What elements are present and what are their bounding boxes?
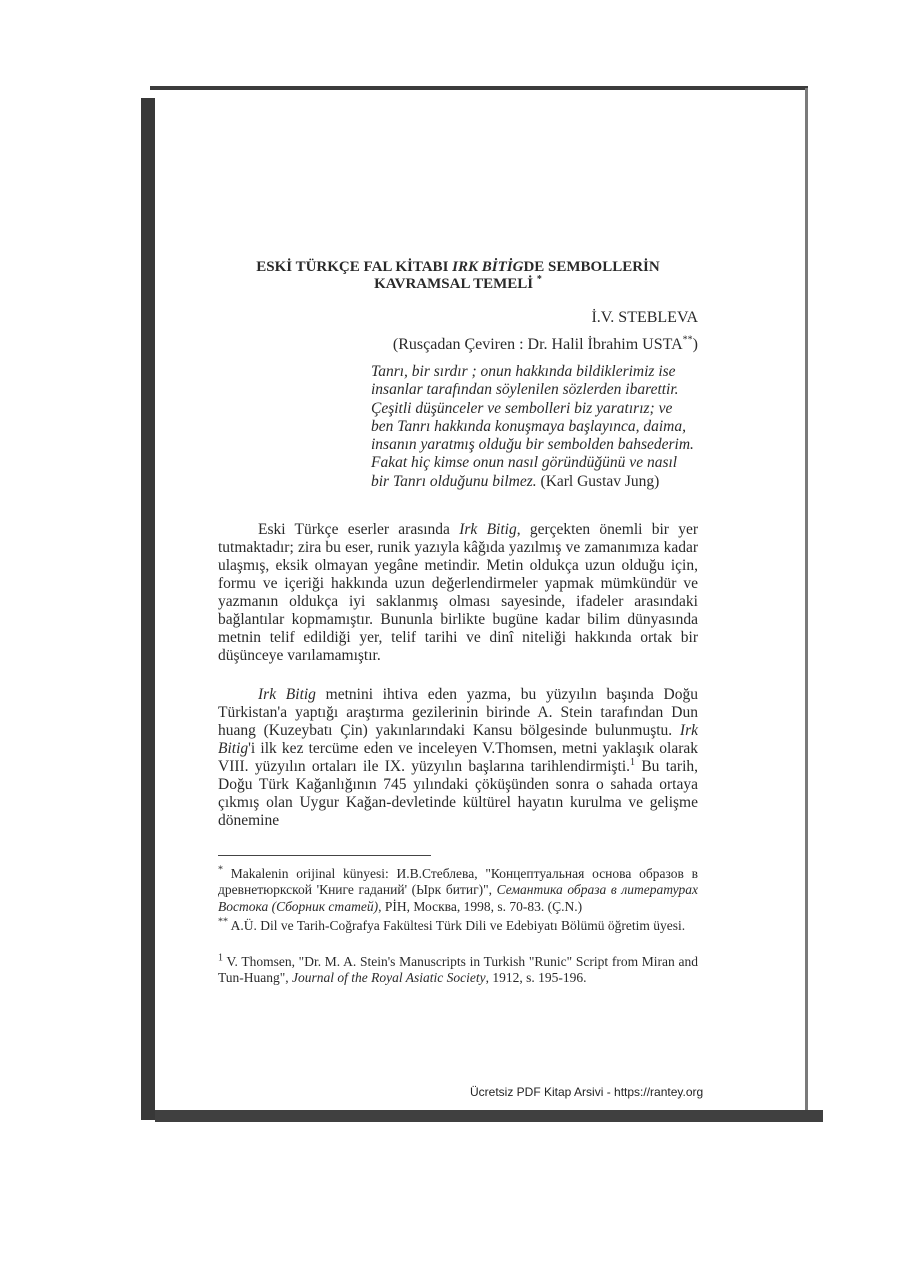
article-title — [218, 259, 698, 293]
source-credit: Ücretsiz PDF Kitap Arsivi - https://rantey.org — [470, 1085, 704, 1099]
author-name: İ.V. STEBLEVA — [591, 309, 698, 326]
scan-edge-top — [150, 86, 808, 90]
paragraph-1: Eski Türkçe eserler arasında Irk Bitig, gerçekten önemli bir yer tutmaktadır; zira bu eser, runik yazıyla kâğıda yazılmış ve zamanımıza kadar ulaşmış, eksik olmayan yegâne metindir. Metin oldukça uzun olduğu için, formu ve içeriği hakkında uzun değerlendirmeler yapmak mümkündür ve yazmanın oldukça iyi saklanmış olması sayesinde, ifadeler arasındaki bağlantılar kopmamıştır. Bununla birlikte bugüne kadar bilim dünyasında metnin telif edildiği yer, telif tarihi ve dinî niteliği hakkında ortak bir düşünceye varılamamıştır. — [218, 521, 698, 664]
title-footnote-mark: * — [536, 274, 542, 285]
translator-credit: (Rusçadan Çeviren : Dr. Halil İbrahim USTA**) — [392, 334, 698, 353]
paragraph-2: Irk Bitig metnini ihtiva eden yazma, bu yüzyılın başında Doğu Türkistan'a yaptığı araştırma gezilerinin birinde A. Stein tarafından Dun huang (Kuzeybatı Çin) yakınlarındaki Kansu bölgesinde bulunmuştu. Irk Bitig'i ilk kez tercüme eden ve inceleyen V.Thomsen, metni yaklaşık olarak VIII. yüzyılın ortaları ile IX. yüzyılın başlarına tarihlendirmişti.$^1$ Bu tarih, Doğu Türk Kağanlığının 745 yılındaki çöküşünden sonra o sahada ortaya çıkmış olan Uygur Kağan-devletinde kültürel hayatın kurulma ve gelişme dönemine — [218, 686, 698, 829]
epigraph — [371, 363, 698, 491]
footnote-1: * Makalenin orijinal künyesi: И.В.Стеблева, "Концептуальная основа образов в древнетюркской 'Книге гаданий' (Ырк битиг)", Семантика образа в литературах Востока (Сборник статей), РİН, Москва, 1998, s. 70-83. (Ç.N.) — [218, 864, 698, 914]
footnote-3: $^1$ V. Thomsen, "Dr. M. A. Stein's Manuscripts in Turkish "Runic" Script from Miran and Tun-Huang", Journal of the Royal Asiatic Society, 1912, s. 195-196. — [218, 952, 698, 986]
epigraph-quote: Tanrı, bir sırdır ; onun hakkında bildiklerimiz ise insanlar tarafından söylenilen sözlerden ibarettir. Çeşitli düşünceler ve sembolleri biz yaratırız; ve ben Tanrı hakkında konuşmaya başlayınca, daima, insanın yaratmış olduğu bir sembolden bahsederim. Fakat hiç kimse onun nasıl göründüğünü ve nasıl bir Tanrı olduğunu bilmez. — [371, 363, 694, 490]
scan-edge-bottom — [155, 1110, 823, 1122]
translator-footnote-mark: ** — [682, 334, 693, 346]
scan-edge-left — [141, 98, 155, 1120]
footnote-2: ** A.Ü. Dil ve Tarih-Coğrafya Fakültesi Türk Dili ve Edebiyatı Bölümü öğretim üyesi. — [218, 916, 686, 933]
title-line-2: KAVRAMSAL TEMELİ * — [374, 274, 542, 292]
scan-edge-right — [805, 88, 808, 1118]
footnote-ref-1: 1 — [630, 756, 636, 768]
epigraph-source: (Karl Gustav Jung) — [536, 472, 660, 490]
title-line-1: ESKİ TÜRKÇE FAL KİTABI IRK BİTİGDE SEMBOLLERİN — [256, 259, 660, 275]
footnote-divider — [218, 855, 431, 856]
